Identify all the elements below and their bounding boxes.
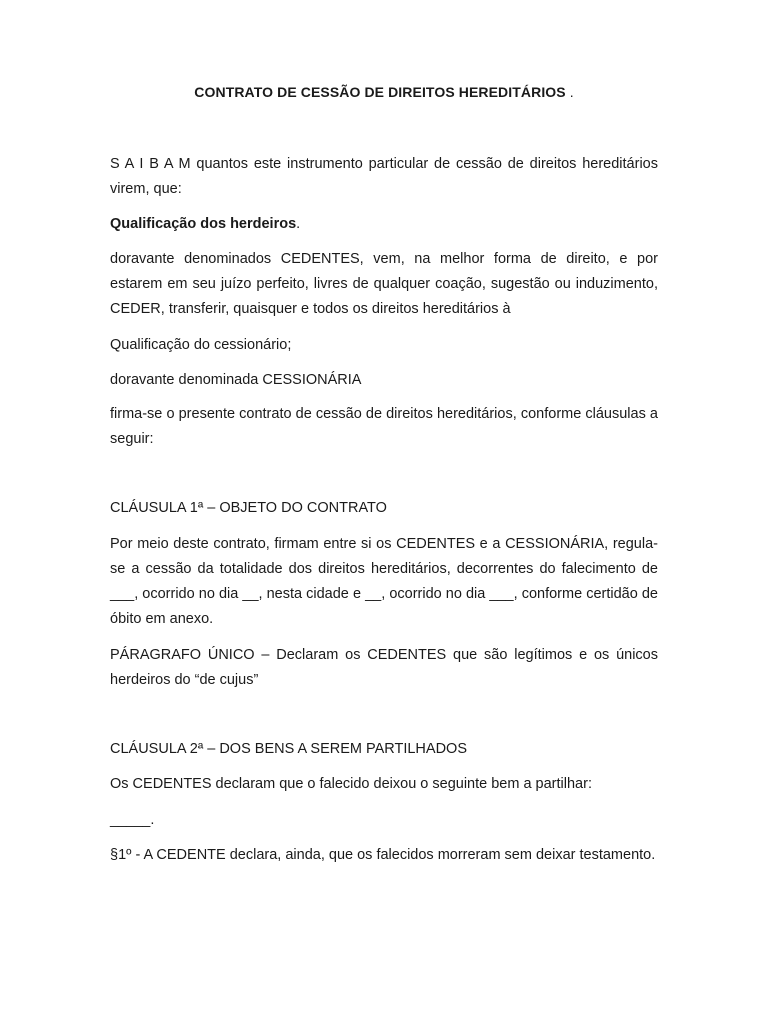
clause-2-heading: CLÁUSULA 2ª – DOS BENS A SEREM PARTILHADOS [110, 741, 467, 757]
document-title [110, 84, 658, 100]
intro-paragraph: S A I B A M quantos este instrumento particular de cessão de direitos hereditários virem, que: [110, 156, 658, 197]
document-title-suffix: . [565, 84, 574, 100]
clause-1-heading: CLÁUSULA 1ª – OBJETO DO CONTRATO [110, 500, 387, 516]
clause-2-text: Os CEDENTES declaram que o falecido deixou o seguinte bem a partilhar: [110, 776, 592, 792]
heirs-qualification [110, 212, 658, 237]
assignee-paragraph: doravante denominada CESSIONÁRIA [110, 372, 362, 388]
contract-intro-paragraph: firma-se o presente contrato de cessão de direitos hereditários, conforme cláusulas a seguir: [110, 406, 658, 447]
cedentes-paragraph: doravante denominados CEDENTES, vem, na melhor forma de direito, e por estarem em seu juízo perfeito, livres de qualquer coação, sugestão ou induzimento, CEDER, transferir, quaisquer e todos os direitos hereditários à [110, 251, 658, 317]
clause-2-section-1: §1º - A CEDENTE declara, ainda, que os falecidos morreram sem deixar testamento. [110, 847, 656, 863]
heirs-qualification-suffix: . [296, 216, 301, 232]
document-title-text: CONTRATO DE CESSÃO DE DIREITOS HEREDITÁRIOS [194, 84, 566, 100]
assignee-qualification: Qualificação do cessionário; [110, 337, 292, 353]
clause-2-blank: _____. [110, 812, 155, 828]
heirs-qualification-label: Qualificação dos herdeiros [110, 216, 297, 232]
clause-1-text: Por meio deste contrato, firmam entre si os CEDENTES e a CESSIONÁRIA, regula-se a cessão da totalidade dos direitos hereditários, decorrentes do falecimento de ___, ocorrido no dia __, nesta cidade e __, ocorrido no dia ___, conforme certidão de óbito em anexo. [110, 536, 658, 627]
clause-1-sole-paragraph: PÁRAGRAFO ÚNICO – Declaram os CEDENTES que são legítimos e os únicos herdeiros do “de cujus” [110, 647, 658, 688]
